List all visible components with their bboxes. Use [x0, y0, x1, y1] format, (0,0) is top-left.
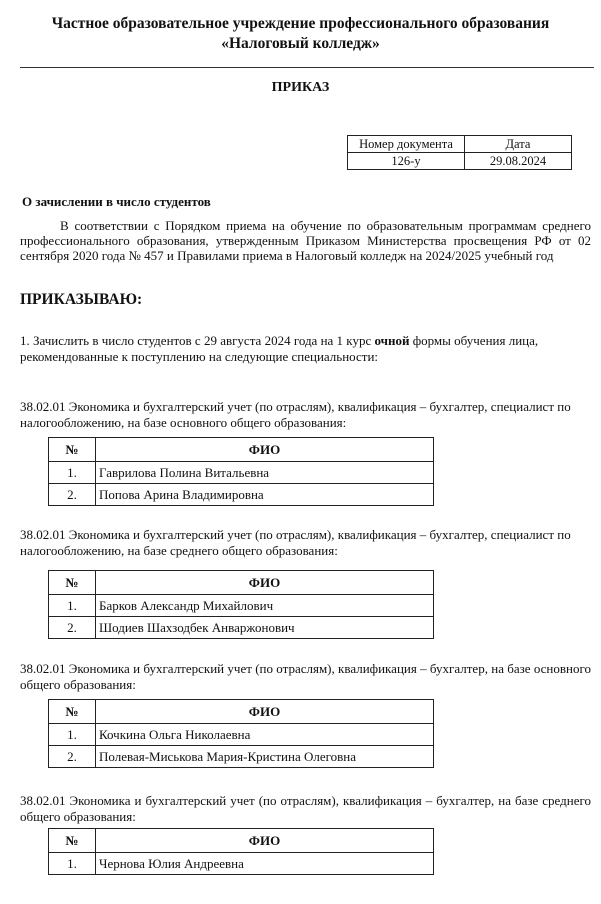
specialty-description: 38.02.01 Экономика и бухгалтерский учет (по отраслям), квалификация – бухгалтер, на базе среднего общего образования:	[20, 793, 591, 824]
student-table	[48, 699, 434, 768]
student-table	[48, 437, 434, 506]
document-number-label: Номер документа	[348, 136, 465, 153]
specialty-description: 38.02.01 Экономика и бухгалтерский учет (по отраслям), квалификация – бухгалтер, специалист по налогообложению, на базе среднего общего образования:	[20, 527, 571, 558]
preamble-paragraph: В соответствии с Порядком приема на обучение по образовательным программам среднего профессионального образования, утвержденным Приказом Министерства просвещения РФ от 02 сентября 2020 года № 457 и Правилами приема в Налоговый колледж на 2024/2025 учебный год	[20, 218, 591, 263]
student-name: Полевая-Миськова Мария-Кристина Олеговна	[96, 746, 434, 768]
column-fio-header: ФИО	[96, 700, 434, 724]
table-row	[49, 724, 434, 746]
column-number-header: №	[49, 438, 96, 462]
column-fio-header: ФИО	[96, 571, 434, 595]
decree-heading: ПРИКАЗЫВАЮ:	[20, 291, 143, 308]
column-number-header: №	[49, 829, 96, 853]
specialty-description: 38.02.01 Экономика и бухгалтерский учет (по отраслям), квалификация – бухгалтер, на базе основного общего образования:	[20, 661, 591, 692]
row-number: 2.	[49, 746, 96, 768]
student-name: Гаврилова Полина Витальевна	[96, 462, 434, 484]
row-number: 1.	[49, 462, 96, 484]
row-number: 1.	[49, 853, 96, 875]
clause-study-form: очной	[374, 333, 410, 348]
clause-text-end: формы обучения лица, рекомендованные к поступлению на следующие специальности:	[20, 333, 539, 364]
row-number: 1.	[49, 724, 96, 746]
table-row	[49, 484, 434, 506]
column-number-header: №	[49, 571, 96, 595]
student-table	[48, 828, 434, 875]
table-row	[49, 462, 434, 484]
student-table	[48, 570, 434, 639]
student-name: Попова Арина Владимировна	[96, 484, 434, 506]
row-number: 2.	[49, 484, 96, 506]
order-subject: О зачислении в число студентов	[22, 194, 211, 209]
institution-line-1: Частное образовательное учреждение профессионального образования	[51, 15, 550, 32]
institution-line-2: «Налоговый колледж»	[221, 35, 380, 52]
column-number-header: №	[49, 700, 96, 724]
table-row	[49, 853, 434, 875]
column-fio-header: ФИО	[96, 829, 434, 853]
order-title: ПРИКАЗ	[271, 80, 330, 95]
column-fio-header: ФИО	[96, 438, 434, 462]
student-name: Шодиев Шахзодбек Анваржонович	[96, 617, 434, 639]
document-date: 29.08.2024	[465, 153, 572, 170]
student-name: Чернова Юлия Андреевна	[96, 853, 434, 875]
row-number: 1.	[49, 595, 96, 617]
clause-text-start: 1. Зачислить в число студентов с 29 августа 2024 года на 1 курс	[20, 333, 375, 348]
table-row	[49, 746, 434, 768]
student-name: Барков Александр Михайлович	[96, 595, 434, 617]
institution-header	[0, 14, 601, 54]
header-divider	[20, 67, 594, 68]
enrollment-clause	[20, 333, 591, 365]
table-row	[49, 617, 434, 639]
document-number: 126-у	[348, 153, 465, 170]
specialty-description: 38.02.01 Экономика и бухгалтерский учет (по отраслям), квалификация – бухгалтер, специалист по налогообложению, на базе основного общего образования:	[20, 399, 571, 430]
document-info-table	[347, 135, 572, 170]
row-number: 2.	[49, 617, 96, 639]
document-date-label: Дата	[465, 136, 572, 153]
table-row	[49, 595, 434, 617]
student-name: Кочкина Ольга Николаевна	[96, 724, 434, 746]
